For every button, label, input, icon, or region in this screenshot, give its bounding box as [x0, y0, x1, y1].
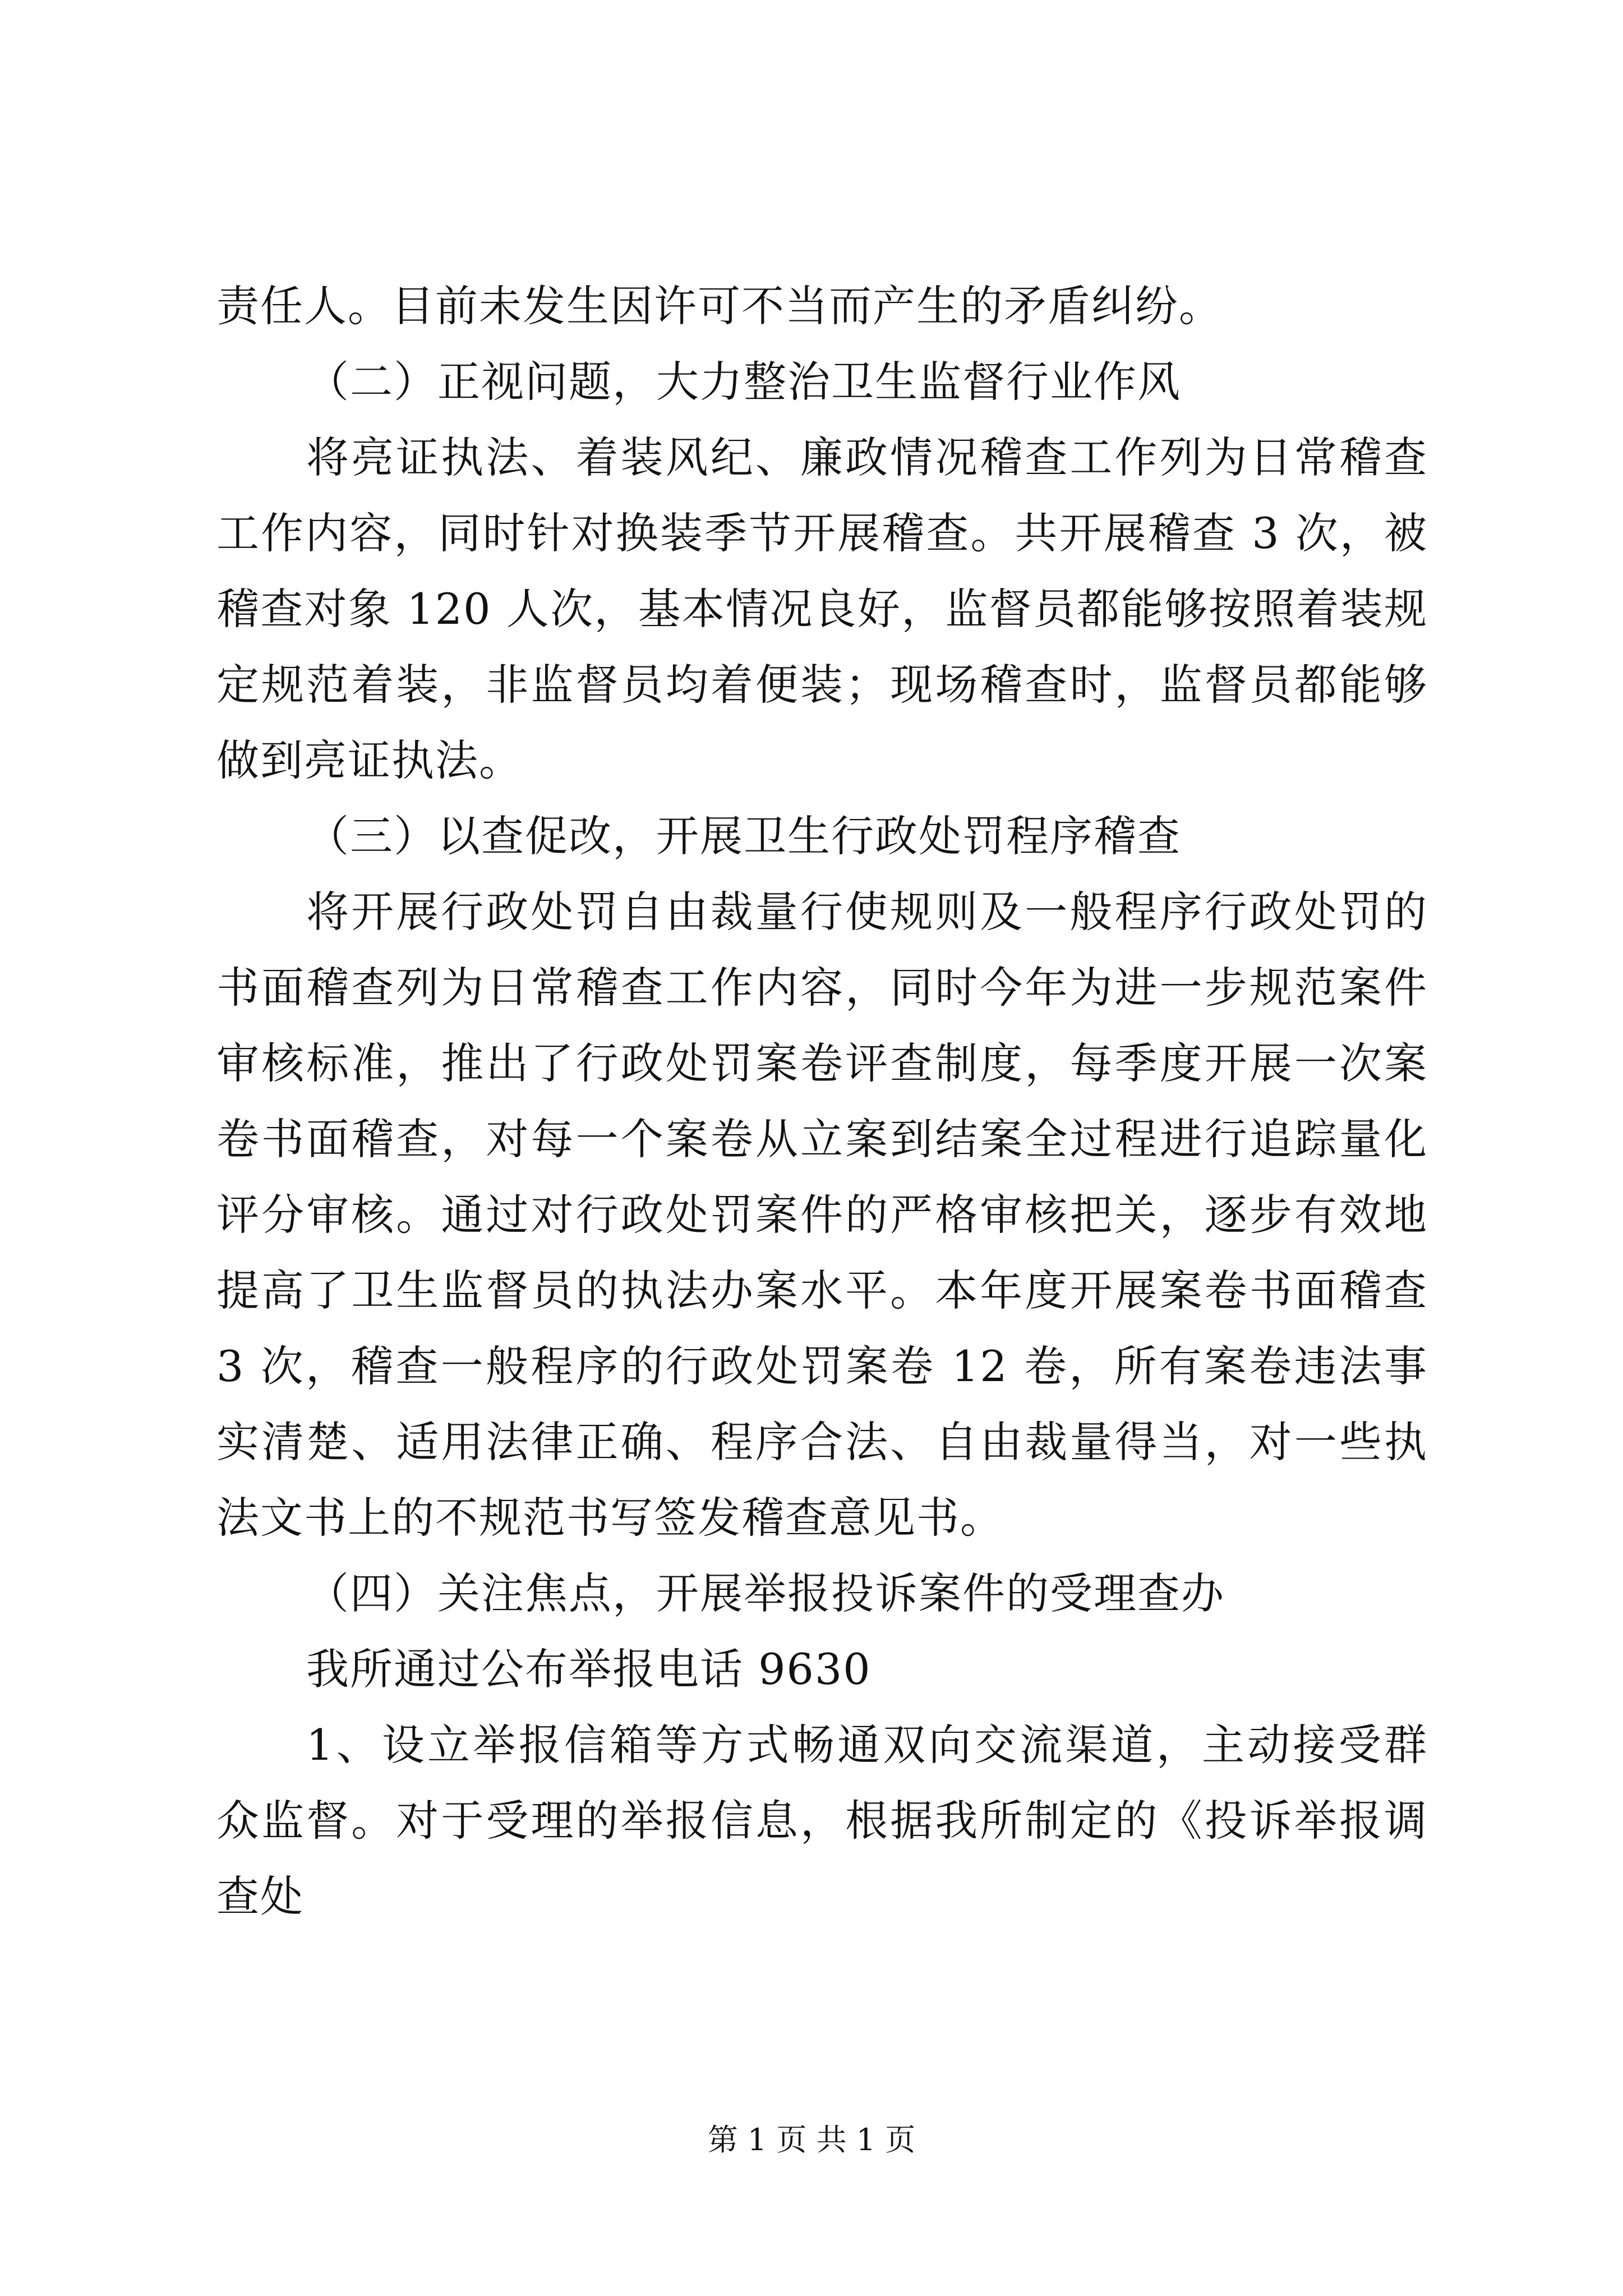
paragraph-continuation: 责任人。目前未发生因许可不当而产生的矛盾纠纷。: [216, 281, 1223, 331]
page-number-footer: 第 1 页 共 1 页: [707, 2122, 916, 2157]
paragraph-penalty-inspection: 将开展行政处罚自由裁量行使规则及一般程序行政处罚的书面稽查列为日常稽查工作内容，同时今年为进一步规范案件审核标准，推出了行政处罚案卷评查制度，每季度开展一次案卷书面稽查，对每一个案卷从立案到结案全过程进行追踪量化评分审核。通过对行政处罚案件的严格审核把关，逐步有效地提高了卫生监督员的执法办案水平。本年度开展案卷书面稽查 3 次，稽查一般程序的行政处罚案卷 12 卷，所有案卷违法事实清楚、适用法律正确、程序合法、自由裁量得当，对一些执法文书上的不规范书写签发稽查意见书。: [216, 887, 1428, 1543]
paragraph-hotline: 我所通过公布举报电话 9630: [306, 1644, 872, 1694]
section-heading-3: （三）以查促改，开展卫生行政处罚程序稽查: [306, 811, 1181, 861]
document-body: [216, 268, 1428, 1934]
section-heading-4: （四）关注焦点，开展举报投诉案件的受理查办: [306, 1568, 1225, 1618]
section-heading-2: （二）正视问题，大力整治卫生监督行业作风: [306, 357, 1181, 407]
paragraph-mailbox: 1、设立举报信箱等方式畅通双向交流渠道，主动接受群众监督。对于受理的举报信息，根据我所制定的《投诉举报调查处: [216, 1720, 1428, 1921]
paragraph-conduct-inspection: 将亮证执法、着装风纪、廉政情况稽查工作列为日常稽查工作内容，同时针对换装季节开展稽查。共开展稽查 3 次，被稽查对象 120 人次，基本情况良好，监督员都能够按照着装规定规范着装，非监督员均着便装；现场稽查时，监督员都能够做到亮证执法。: [216, 432, 1428, 785]
